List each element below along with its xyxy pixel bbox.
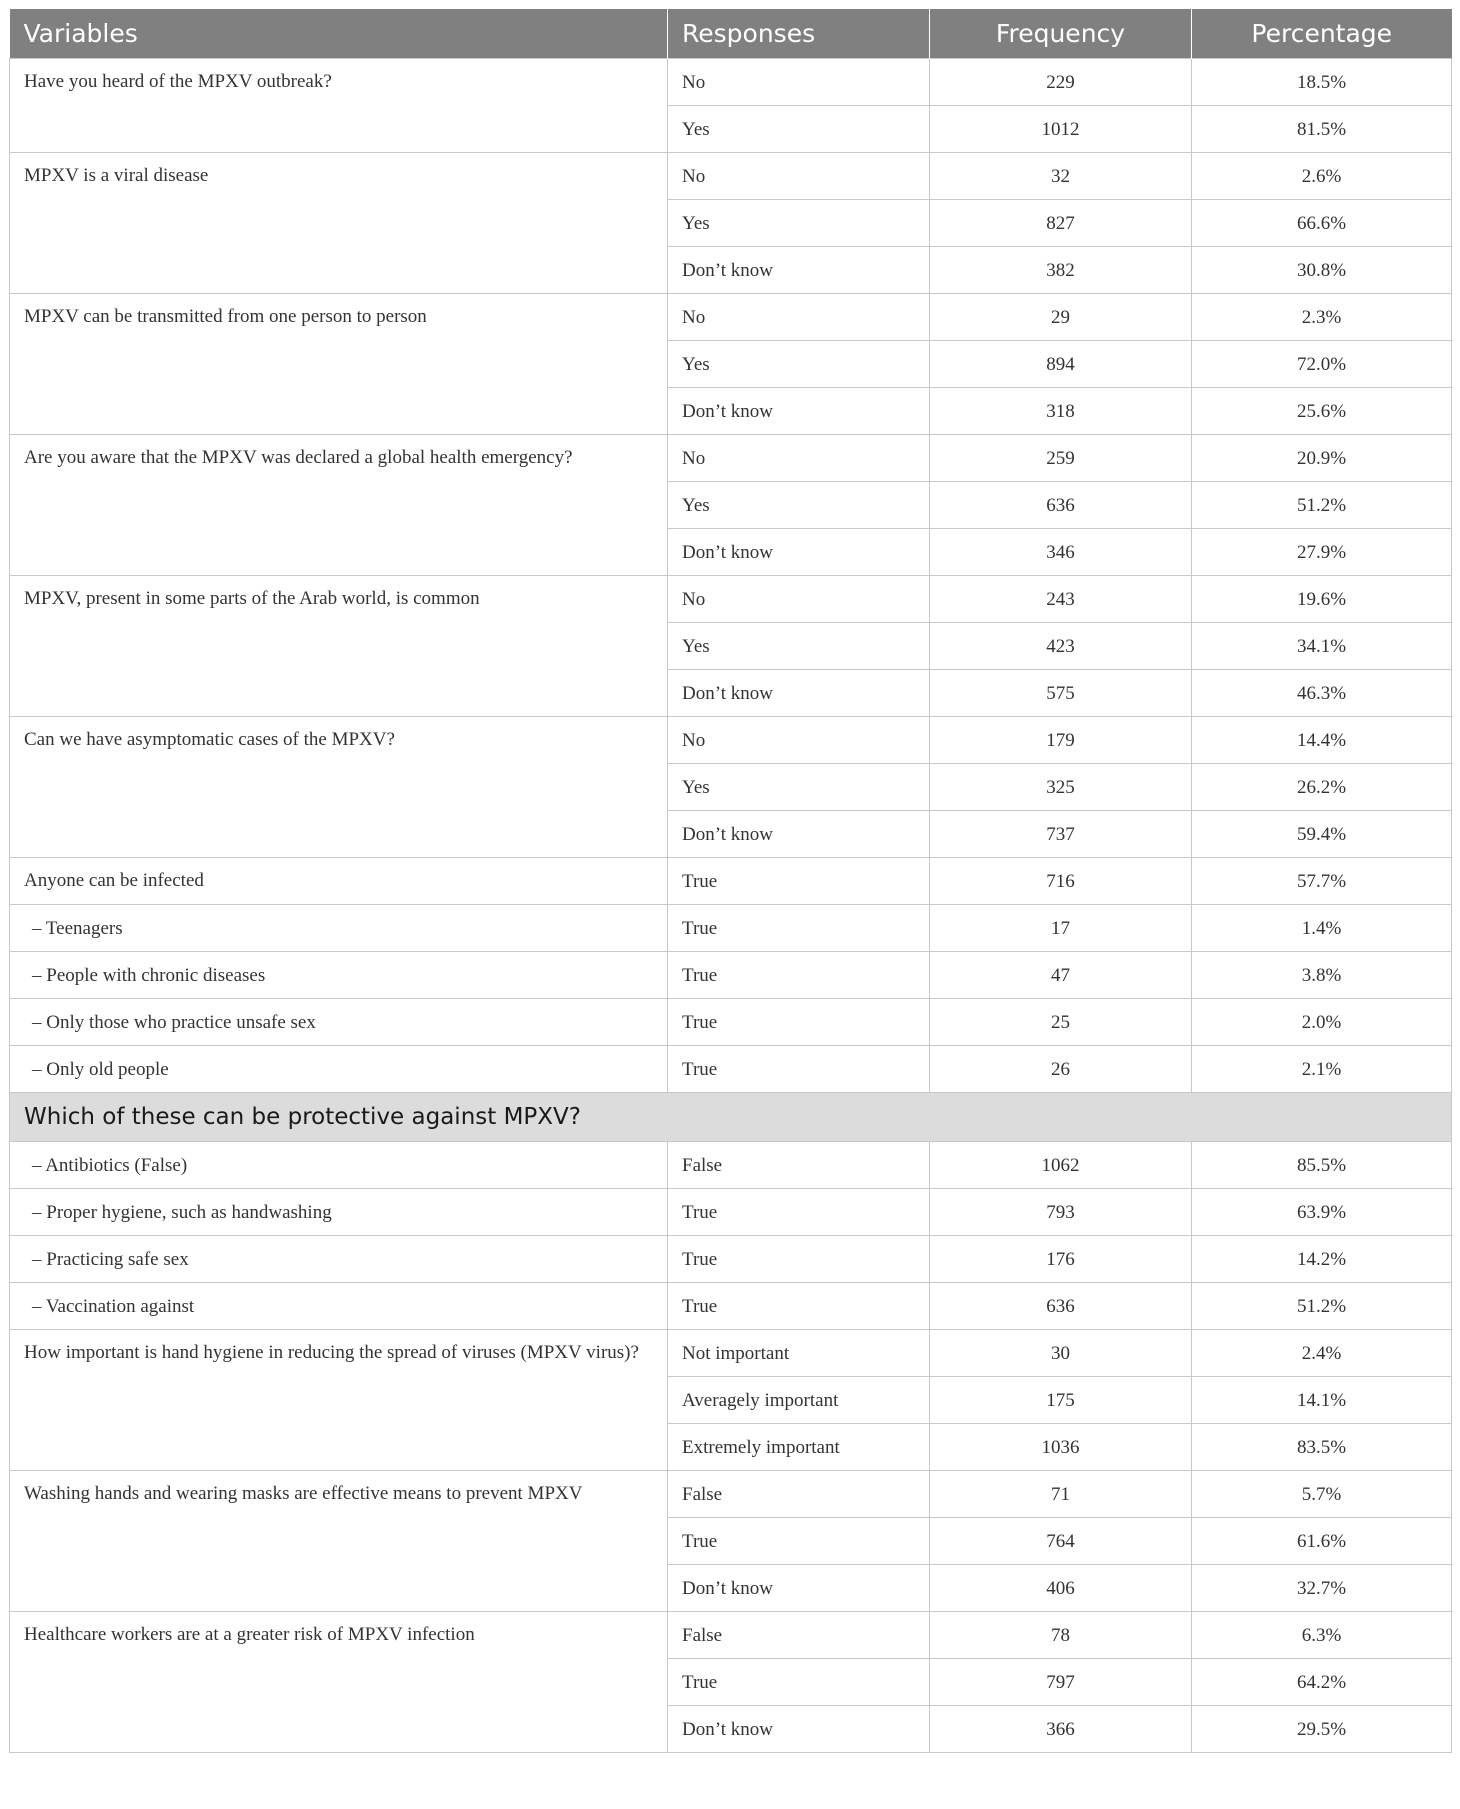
response-cell: True bbox=[668, 858, 930, 905]
percentage-cell: 32.7% bbox=[1192, 1565, 1452, 1612]
percentage-cell: 14.4% bbox=[1192, 717, 1452, 764]
variable-cell: – Teenagers bbox=[10, 905, 668, 952]
response-cell: No bbox=[668, 576, 930, 623]
table-row bbox=[10, 1330, 1452, 1377]
response-cell: True bbox=[668, 1236, 930, 1283]
table-row bbox=[10, 576, 1452, 623]
variable-cell: – Practicing safe sex bbox=[10, 1236, 668, 1283]
response-cell: True bbox=[668, 1659, 930, 1706]
response-cell: No bbox=[668, 717, 930, 764]
response-cell: False bbox=[668, 1142, 930, 1189]
percentage-cell: 30.8% bbox=[1192, 247, 1452, 294]
percentage-cell: 2.4% bbox=[1192, 1330, 1452, 1377]
response-cell: Yes bbox=[668, 341, 930, 388]
table-row bbox=[10, 1046, 1452, 1093]
frequency-cell: 47 bbox=[930, 952, 1192, 999]
response-cell: Not important bbox=[668, 1330, 930, 1377]
percentage-cell: 61.6% bbox=[1192, 1518, 1452, 1565]
frequency-cell: 259 bbox=[930, 435, 1192, 482]
header-variables: Variables bbox=[10, 9, 668, 59]
table-row bbox=[10, 999, 1452, 1046]
response-cell: Don’t know bbox=[668, 1706, 930, 1753]
percentage-cell: 26.2% bbox=[1192, 764, 1452, 811]
variable-cell: MPXV, present in some parts of the Arab world, is common bbox=[10, 576, 668, 717]
frequency-cell: 346 bbox=[930, 529, 1192, 576]
frequency-cell: 325 bbox=[930, 764, 1192, 811]
frequency-cell: 179 bbox=[930, 717, 1192, 764]
frequency-cell: 406 bbox=[930, 1565, 1192, 1612]
percentage-cell: 14.1% bbox=[1192, 1377, 1452, 1424]
response-cell: No bbox=[668, 59, 930, 106]
frequency-cell: 764 bbox=[930, 1518, 1192, 1565]
variable-cell: – Only those who practice unsafe sex bbox=[10, 999, 668, 1046]
percentage-cell: 66.6% bbox=[1192, 200, 1452, 247]
table-row bbox=[10, 717, 1452, 764]
header-percentage: Percentage bbox=[1192, 9, 1452, 59]
variable-cell: – Proper hygiene, such as handwashing bbox=[10, 1189, 668, 1236]
table-row bbox=[10, 952, 1452, 999]
table-row bbox=[10, 59, 1452, 106]
percentage-cell: 72.0% bbox=[1192, 341, 1452, 388]
variable-cell: How important is hand hygiene in reducing the spread of viruses (MPXV virus)? bbox=[10, 1330, 668, 1471]
frequency-cell: 382 bbox=[930, 247, 1192, 294]
response-cell: True bbox=[668, 1046, 930, 1093]
section-header-row bbox=[10, 1093, 1452, 1142]
response-cell: True bbox=[668, 952, 930, 999]
variable-cell: Healthcare workers are at a greater risk of MPXV infection bbox=[10, 1612, 668, 1753]
frequency-cell: 30 bbox=[930, 1330, 1192, 1377]
frequency-cell: 1012 bbox=[930, 106, 1192, 153]
frequency-cell: 793 bbox=[930, 1189, 1192, 1236]
percentage-cell: 5.7% bbox=[1192, 1471, 1452, 1518]
table-row bbox=[10, 1189, 1452, 1236]
response-cell: Yes bbox=[668, 623, 930, 670]
percentage-cell: 14.2% bbox=[1192, 1236, 1452, 1283]
frequency-cell: 318 bbox=[930, 388, 1192, 435]
variable-cell: Are you aware that the MPXV was declared a global health emergency? bbox=[10, 435, 668, 576]
variable-cell: – Antibiotics (False) bbox=[10, 1142, 668, 1189]
percentage-cell: 6.3% bbox=[1192, 1612, 1452, 1659]
percentage-cell: 51.2% bbox=[1192, 1283, 1452, 1330]
frequency-cell: 1062 bbox=[930, 1142, 1192, 1189]
table-row bbox=[10, 1142, 1452, 1189]
frequency-cell: 175 bbox=[930, 1377, 1192, 1424]
frequency-cell: 29 bbox=[930, 294, 1192, 341]
frequency-cell: 78 bbox=[930, 1612, 1192, 1659]
percentage-cell: 29.5% bbox=[1192, 1706, 1452, 1753]
frequency-cell: 26 bbox=[930, 1046, 1192, 1093]
frequency-cell: 176 bbox=[930, 1236, 1192, 1283]
variable-cell: Washing hands and wearing masks are effective means to prevent MPXV bbox=[10, 1471, 668, 1612]
response-cell: Yes bbox=[668, 482, 930, 529]
section-title: Which of these can be protective against MPXV? bbox=[10, 1093, 1452, 1142]
response-cell: Don’t know bbox=[668, 247, 930, 294]
frequency-cell: 797 bbox=[930, 1659, 1192, 1706]
percentage-cell: 2.0% bbox=[1192, 999, 1452, 1046]
table-row bbox=[10, 1612, 1452, 1659]
frequency-cell: 636 bbox=[930, 482, 1192, 529]
response-cell: Don’t know bbox=[668, 811, 930, 858]
response-cell: Don’t know bbox=[668, 670, 930, 717]
table-row bbox=[10, 294, 1452, 341]
percentage-cell: 2.3% bbox=[1192, 294, 1452, 341]
frequency-cell: 827 bbox=[930, 200, 1192, 247]
percentage-cell: 59.4% bbox=[1192, 811, 1452, 858]
variable-cell: Can we have asymptomatic cases of the MPXV? bbox=[10, 717, 668, 858]
percentage-cell: 25.6% bbox=[1192, 388, 1452, 435]
frequency-cell: 423 bbox=[930, 623, 1192, 670]
percentage-cell: 46.3% bbox=[1192, 670, 1452, 717]
percentage-cell: 57.7% bbox=[1192, 858, 1452, 905]
table-body bbox=[10, 59, 1452, 1753]
table-row bbox=[10, 1471, 1452, 1518]
percentage-cell: 2.6% bbox=[1192, 153, 1452, 200]
table-row bbox=[10, 153, 1452, 200]
response-cell: False bbox=[668, 1471, 930, 1518]
table-row bbox=[10, 905, 1452, 952]
response-cell: True bbox=[668, 999, 930, 1046]
percentage-cell: 34.1% bbox=[1192, 623, 1452, 670]
variable-cell: Have you heard of the MPXV outbreak? bbox=[10, 59, 668, 153]
response-cell: Don’t know bbox=[668, 529, 930, 576]
survey-table bbox=[9, 9, 1452, 1753]
response-cell: No bbox=[668, 435, 930, 482]
response-cell: True bbox=[668, 1283, 930, 1330]
frequency-cell: 71 bbox=[930, 1471, 1192, 1518]
response-cell: No bbox=[668, 294, 930, 341]
response-cell: True bbox=[668, 1189, 930, 1236]
response-cell: Yes bbox=[668, 764, 930, 811]
response-cell: No bbox=[668, 153, 930, 200]
percentage-cell: 51.2% bbox=[1192, 482, 1452, 529]
percentage-cell: 63.9% bbox=[1192, 1189, 1452, 1236]
response-cell: True bbox=[668, 1518, 930, 1565]
frequency-cell: 636 bbox=[930, 1283, 1192, 1330]
frequency-cell: 243 bbox=[930, 576, 1192, 623]
frequency-cell: 894 bbox=[930, 341, 1192, 388]
percentage-cell: 1.4% bbox=[1192, 905, 1452, 952]
variable-cell: – People with chronic diseases bbox=[10, 952, 668, 999]
response-cell: False bbox=[668, 1612, 930, 1659]
frequency-cell: 25 bbox=[930, 999, 1192, 1046]
frequency-cell: 737 bbox=[930, 811, 1192, 858]
header-responses: Responses bbox=[668, 9, 930, 59]
percentage-cell: 3.8% bbox=[1192, 952, 1452, 999]
table-row bbox=[10, 1283, 1452, 1330]
percentage-cell: 2.1% bbox=[1192, 1046, 1452, 1093]
frequency-cell: 575 bbox=[930, 670, 1192, 717]
percentage-cell: 19.6% bbox=[1192, 576, 1452, 623]
percentage-cell: 83.5% bbox=[1192, 1424, 1452, 1471]
variable-cell: MPXV can be transmitted from one person to person bbox=[10, 294, 668, 435]
frequency-cell: 17 bbox=[930, 905, 1192, 952]
frequency-cell: 229 bbox=[930, 59, 1192, 106]
response-cell: Averagely important bbox=[668, 1377, 930, 1424]
frequency-cell: 716 bbox=[930, 858, 1192, 905]
variable-cell: – Vaccination against bbox=[10, 1283, 668, 1330]
table-row bbox=[10, 858, 1452, 905]
variable-cell: – Only old people bbox=[10, 1046, 668, 1093]
percentage-cell: 64.2% bbox=[1192, 1659, 1452, 1706]
table-row bbox=[10, 1236, 1452, 1283]
frequency-cell: 1036 bbox=[930, 1424, 1192, 1471]
response-cell: Yes bbox=[668, 200, 930, 247]
percentage-cell: 27.9% bbox=[1192, 529, 1452, 576]
table-row bbox=[10, 435, 1452, 482]
variable-cell: MPXV is a viral disease bbox=[10, 153, 668, 294]
header-frequency: Frequency bbox=[930, 9, 1192, 59]
frequency-cell: 366 bbox=[930, 1706, 1192, 1753]
response-cell: Don’t know bbox=[668, 388, 930, 435]
frequency-cell: 32 bbox=[930, 153, 1192, 200]
percentage-cell: 81.5% bbox=[1192, 106, 1452, 153]
variable-cell: Anyone can be infected bbox=[10, 858, 668, 905]
percentage-cell: 20.9% bbox=[1192, 435, 1452, 482]
header-row bbox=[10, 9, 1452, 59]
percentage-cell: 18.5% bbox=[1192, 59, 1452, 106]
response-cell: True bbox=[668, 905, 930, 952]
response-cell: Yes bbox=[668, 106, 930, 153]
response-cell: Don’t know bbox=[668, 1565, 930, 1612]
response-cell: Extremely important bbox=[668, 1424, 930, 1471]
percentage-cell: 85.5% bbox=[1192, 1142, 1452, 1189]
